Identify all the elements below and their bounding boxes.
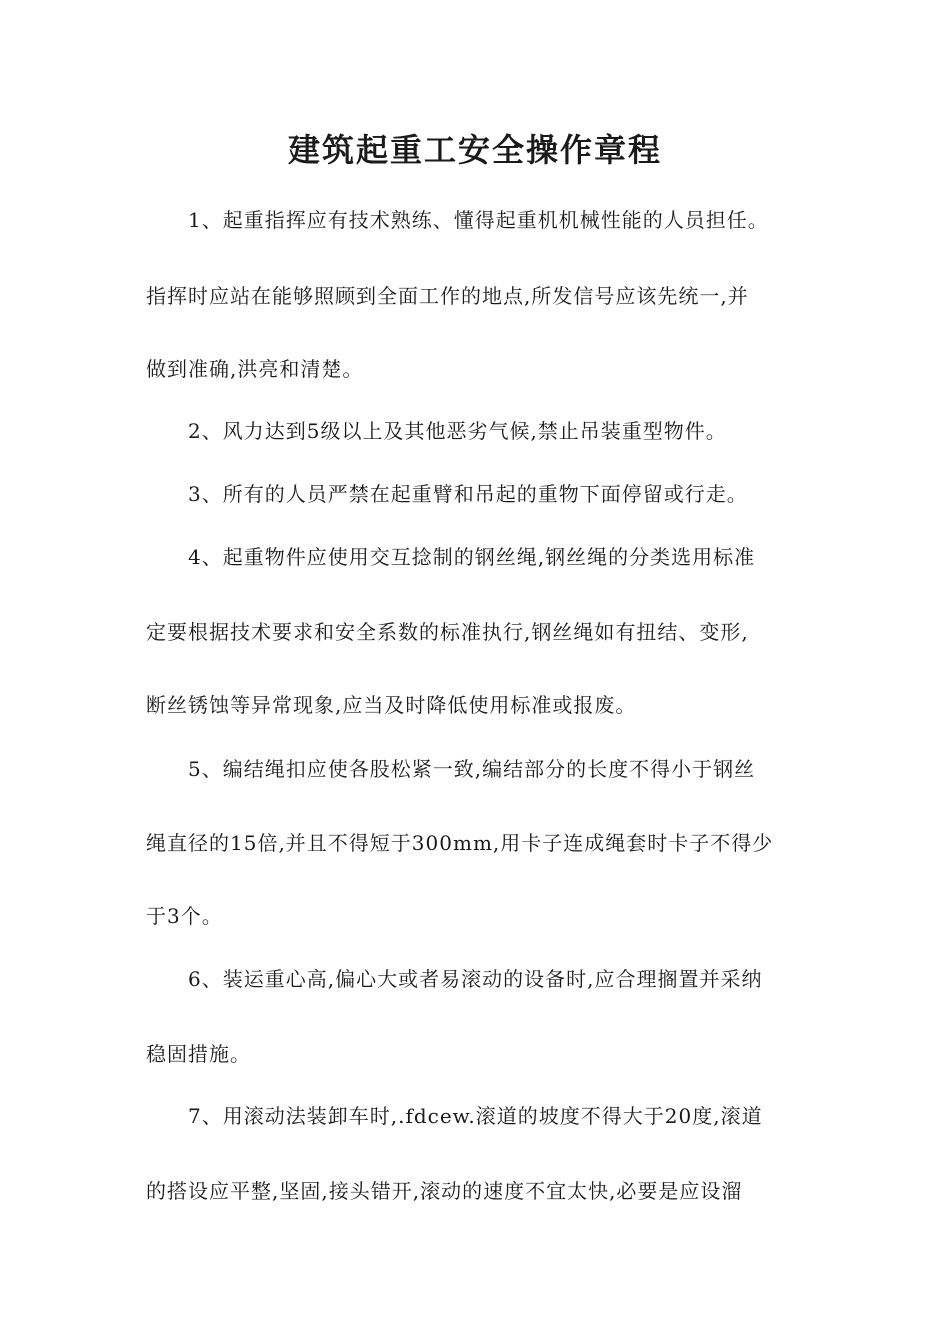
paragraph-line: 指挥时应站在能够照顾到全面工作的地点,所发信号应该先统一,并 bbox=[146, 284, 749, 308]
paragraph-line: 1、起重指挥应有技术熟练、懂得起重机机械性能的人员担任。 bbox=[188, 208, 769, 232]
paragraph-line: 绳直径的15倍,并且不得短于300mm,用卡子连成绳套时卡子不得少 bbox=[146, 831, 774, 855]
paragraph-line: 断丝锈蚀等异常现象,应当及时降低使用标准或报废。 bbox=[146, 693, 637, 717]
paragraph-line: 4、起重物件应使用交互捻制的钢丝绳,钢丝绳的分类选用标准 bbox=[188, 545, 756, 569]
paragraph-line: 定要根据技术要求和安全系数的标准执行,钢丝绳如有扭结、变形, bbox=[146, 620, 749, 644]
paragraph-line: 5、编结绳扣应使各股松紧一致,编结部分的长度不得小于钢丝 bbox=[188, 757, 756, 781]
paragraph-line: 于3个。 bbox=[146, 904, 223, 928]
document-title: 建筑起重工安全操作章程 bbox=[287, 131, 662, 169]
paragraph-line: 做到准确,洪亮和清楚。 bbox=[146, 357, 364, 381]
paragraph-line: 稳固措施。 bbox=[146, 1042, 251, 1066]
paragraph-line: 3、所有的人员严禁在起重臂和吊起的重物下面停留或行走。 bbox=[188, 482, 748, 506]
paragraph-line: 6、装运重心高,偏心大或者易滚动的设备时,应合理搁置并采纳 bbox=[188, 967, 763, 991]
paragraph-line: 的搭设应平整,坚固,接头错开,滚动的速度不宜太快,必要是应设溜 bbox=[146, 1179, 743, 1203]
paragraph-line: 2、风力达到5级以上及其他恶劣气候,禁止吊装重型物件。 bbox=[188, 419, 727, 443]
paragraph-line: 7、用滚动法装卸车时,.fdcew.滚道的坡度不得大于20度,滚道 bbox=[188, 1104, 763, 1128]
